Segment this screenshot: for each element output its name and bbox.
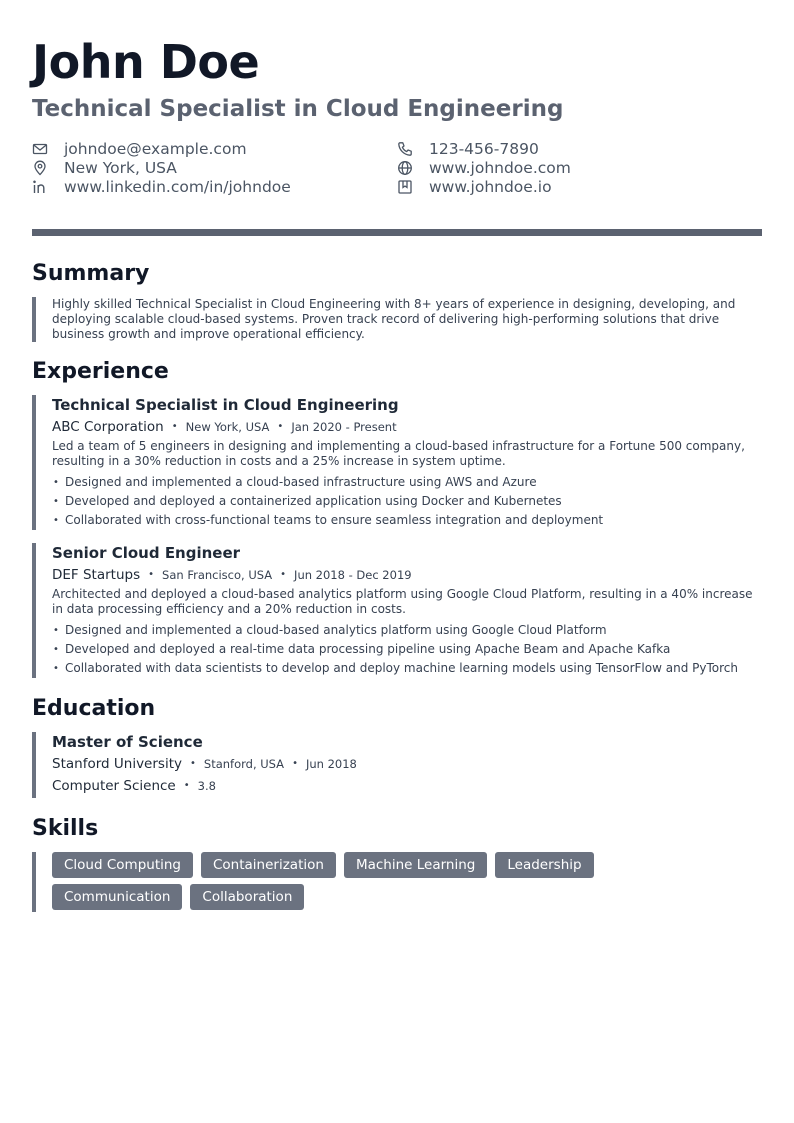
field-meta <box>52 777 762 795</box>
experience-item <box>32 395 762 530</box>
map-pin-icon <box>32 160 48 176</box>
phone-icon <box>397 141 413 157</box>
school-meta <box>52 755 762 773</box>
contact-linkedin[interactable] <box>32 177 291 196</box>
job-bullets <box>52 621 762 678</box>
job-meta <box>52 566 762 584</box>
job-description: Architected and deployed a cloud-based analytics platform using Google Cloud Platform, resulting in a 40% increase in data processing efficiency and a 20% reduction in costs. <box>52 587 753 616</box>
summary-text: Highly skilled Technical Specialist in Cloud Engineering with 8+ years of experience in designing, developing, and deploying scalable cloud-based systems. Proven track record of delivering high-performing solutions that drive business growth and improve operational efficiency. <box>52 297 736 341</box>
summary-block <box>32 297 762 342</box>
education-item <box>32 732 762 798</box>
list-item: • Collaborated with cross-functional teams to ensure seamless integration and deployment <box>52 511 762 530</box>
contact-phone[interactable] <box>397 139 539 158</box>
website-text: www.johndoe.com <box>429 158 571 177</box>
company-name: ABC Corporation <box>52 419 164 435</box>
list-item: • Designed and implemented a cloud-based analytics platform using Google Cloud Platform <box>52 621 762 640</box>
job-location: San Francisco, USA <box>162 568 273 582</box>
job-bullets <box>52 473 762 530</box>
contact-location <box>32 158 177 177</box>
job-dates: Jan 2020 - Present <box>291 420 397 434</box>
skill-chip: Machine Learning <box>344 852 487 878</box>
separator-dot: • <box>183 780 190 791</box>
school-name: Stanford University <box>52 756 182 772</box>
separator-dot: • <box>189 758 196 769</box>
skill-chip: Communication <box>52 884 182 910</box>
skill-chip: Leadership <box>495 852 593 878</box>
job-title: Senior Cloud Engineer <box>52 544 241 562</box>
list-item: • Developed and deployed a containerized application using Docker and Kubernetes <box>52 492 762 511</box>
skills-heading: Skills <box>32 816 99 841</box>
skill-chip: Cloud Computing <box>52 852 193 878</box>
candidate-name: John Doe <box>32 35 260 89</box>
job-title: Technical Specialist in Cloud Engineering <box>52 396 399 414</box>
contact-email[interactable] <box>32 139 247 158</box>
linkedin-text: www.linkedin.com/in/johndoe <box>64 177 291 196</box>
header-divider <box>32 229 762 236</box>
job-meta <box>52 418 762 436</box>
contact-portfolio[interactable] <box>397 177 552 196</box>
globe-icon <box>397 160 413 176</box>
skills-block <box>32 852 762 912</box>
linkedin-icon <box>32 179 48 195</box>
mail-icon <box>32 141 48 157</box>
field-of-study: Computer Science <box>52 778 176 794</box>
summary-heading: Summary <box>32 261 150 286</box>
skills-list <box>52 852 652 910</box>
list-item: • Designed and implemented a cloud-based infrastructure using AWS and Azure <box>52 473 762 492</box>
separator-dot: • <box>171 421 178 432</box>
graduation-date: Jun 2018 <box>305 757 357 771</box>
separator-dot: • <box>277 421 284 432</box>
experience-heading: Experience <box>32 359 169 384</box>
candidate-title: Technical Specialist in Cloud Engineering <box>32 96 564 122</box>
phone-text: 123-456-7890 <box>429 139 539 158</box>
separator-dot: • <box>148 569 155 580</box>
list-item: • Developed and deployed a real-time data processing pipeline using Apache Beam and Apache Kafka <box>52 640 762 659</box>
school-location: Stanford, USA <box>203 757 285 771</box>
portfolio-text: www.johndoe.io <box>429 177 552 196</box>
bookmark-icon <box>397 179 413 195</box>
skill-chip: Containerization <box>201 852 336 878</box>
email-text: johndoe@example.com <box>64 139 247 158</box>
contact-website[interactable] <box>397 158 571 177</box>
list-item: • Collaborated with data scientists to develop and deploy machine learning models using TensorFlow and PyTorch <box>52 659 762 678</box>
company-name: DEF Startups <box>52 567 141 583</box>
job-location: New York, USA <box>185 420 270 434</box>
education-heading: Education <box>32 696 156 721</box>
location-text: New York, USA <box>64 158 177 177</box>
separator-dot: • <box>280 569 287 580</box>
experience-item <box>32 543 762 678</box>
job-description: Led a team of 5 engineers in designing and implementing a cloud-based infrastructure for a Fortune 500 company, resulting in a 30% reduction in costs and a 25% increase in system uptime. <box>52 439 745 468</box>
skill-chip: Collaboration <box>190 884 304 910</box>
separator-dot: • <box>292 758 298 769</box>
gpa-value: 3.8 <box>197 779 216 793</box>
degree-name: Master of Science <box>52 733 203 751</box>
job-dates: Jun 2018 - Dec 2019 <box>294 568 412 582</box>
